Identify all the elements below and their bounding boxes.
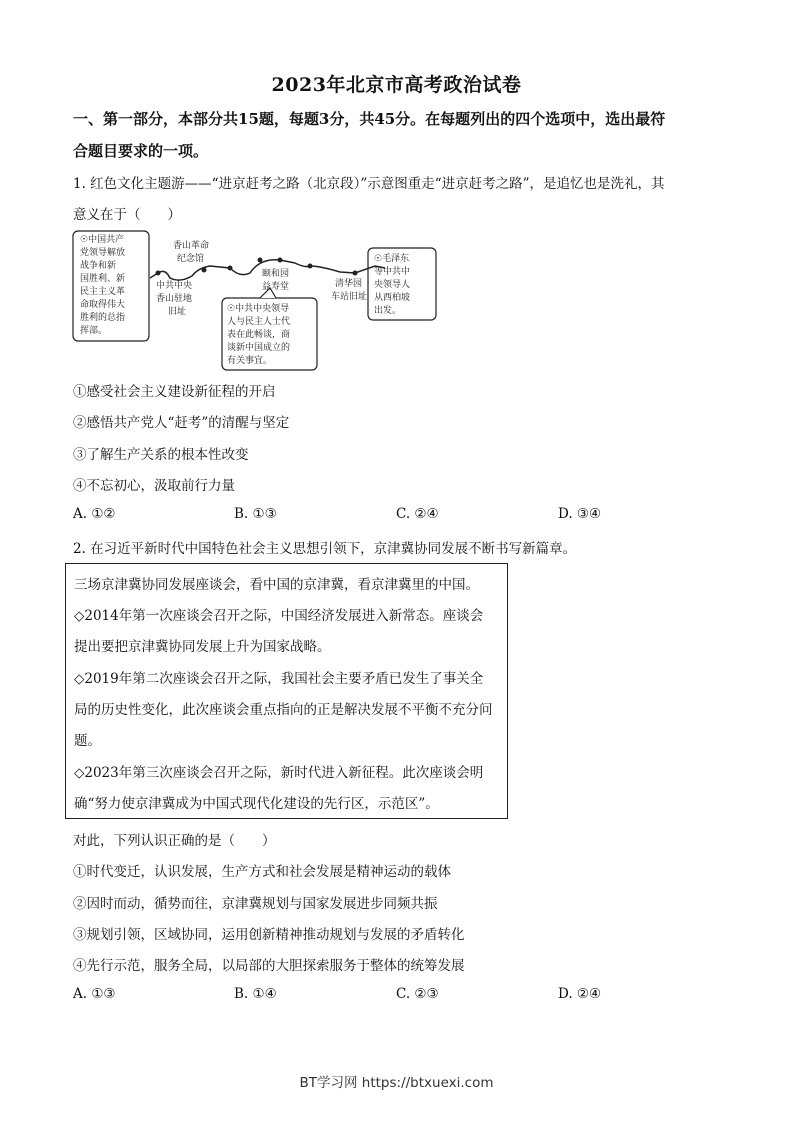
q2-material-line: 确“努力使京津冀成为中国式现代化建设的先行区，示范区”。 bbox=[74, 796, 439, 812]
map-text: 从西柏坡 bbox=[374, 293, 411, 303]
station-xiangshan-memorial bbox=[173, 239, 209, 264]
section-heading-line2: 合题目要求的一项。 bbox=[73, 142, 209, 160]
q2-stem: 2. 在习近平新时代中国特色社会主义思想引领下，京津冀协同发展不断书写新篇章。 bbox=[73, 541, 577, 557]
map-text: ☉中共中央领导 bbox=[227, 304, 290, 314]
map-text: 等中共中 bbox=[374, 267, 411, 277]
q1-option-a: A. ①② bbox=[73, 506, 116, 522]
map-text: 党领导解放 bbox=[80, 248, 126, 258]
q2-option-d: D. ②④ bbox=[558, 986, 602, 1002]
map-box-right-text bbox=[374, 252, 410, 316]
map-text: 香山革命 bbox=[173, 241, 210, 251]
q1-option-d: D. ③④ bbox=[558, 506, 602, 522]
route-dot bbox=[202, 268, 207, 273]
q2-item-4: ④先行示范，服务全局，以局部的大胆探索服务于整体的统筹发展 bbox=[73, 958, 465, 974]
q1-stem-line1: 1. 红色文化主题游——“进京赶考之路（北京段）”示意图重走“进京赶考之路”，是追忆也是洗礼，其 bbox=[73, 176, 665, 192]
station-xiangshan-site bbox=[156, 279, 192, 317]
map-text: 表在此畅谈，商 bbox=[227, 330, 291, 340]
route-dot bbox=[308, 264, 313, 269]
q1-option-b: B. ①③ bbox=[234, 506, 277, 522]
station-qinghuayuan bbox=[331, 277, 367, 302]
q2-option-b: B. ①④ bbox=[234, 986, 277, 1002]
q2-material-line: 题。 bbox=[74, 733, 101, 749]
route-map-figure bbox=[70, 228, 440, 373]
route-dot bbox=[156, 271, 161, 276]
q2-material-line: ◇2019年第二次座谈会召开之际，我国社会主要矛盾已发生了事关全 bbox=[74, 671, 484, 687]
map-text: 挥部。 bbox=[80, 326, 108, 336]
q1-item-3: ③了解生产关系的根本性改变 bbox=[73, 447, 249, 463]
map-text: 谈新中国成立的 bbox=[227, 343, 291, 353]
map-text: 人与民主人士代 bbox=[227, 317, 291, 327]
q2-material-line: 局的历史性变化，此次座谈会重点指向的正是解决发展不平衡不充分问 bbox=[74, 702, 493, 718]
q2-item-3: ③规划引领，区域协同，运用创新精神推动规划与发展的矛盾转化 bbox=[73, 927, 465, 943]
map-text: 央领导人 bbox=[374, 280, 411, 290]
q2-question: 对此，下列认识正确的是（ ） bbox=[73, 833, 276, 849]
map-box-middle-text bbox=[227, 302, 290, 366]
q2-material-line: ◇2023年第三次座谈会召开之际，新时代进入新征程。此次座谈会明 bbox=[74, 765, 484, 781]
map-text: 战争和新 bbox=[80, 261, 117, 271]
route-dot bbox=[278, 258, 283, 263]
map-text: 香山驻地 bbox=[156, 294, 193, 304]
q2-item-2: ②因时而动，循势而往，京津冀规划与国家发展进步同频共振 bbox=[73, 896, 438, 912]
map-text: 旧址 bbox=[168, 307, 187, 317]
q1-stem-line2: 意义在于（ ） bbox=[73, 207, 181, 223]
map-text: ☉中国共产 bbox=[80, 235, 125, 245]
q1-item-4: ④不忘初心，汲取前行力量 bbox=[73, 478, 235, 494]
route-dot bbox=[353, 271, 358, 276]
map-text: 颐和园 bbox=[262, 269, 290, 279]
q2-material-line: ◇2014年第一次座谈会召开之际，中国经济发展进入新常态。座谈会 bbox=[74, 608, 484, 624]
q1-item-2: ②感悟共产党人“赶考”的清醒与坚定 bbox=[73, 415, 290, 431]
map-text: ☉毛泽东 bbox=[374, 254, 410, 264]
footer-watermark[interactable]: BT学习网 https://btxuexi.com bbox=[299, 1075, 494, 1091]
map-text: 纪念馆 bbox=[177, 254, 205, 264]
map-text: 国胜利、新 bbox=[80, 274, 126, 284]
route-dot bbox=[228, 266, 233, 271]
map-text: 有关事宜。 bbox=[227, 356, 273, 366]
q1-option-c: C. ②④ bbox=[396, 506, 439, 522]
q1-item-1: ①感受社会主义建设新征程的开启 bbox=[73, 384, 276, 400]
q2-item-1: ①时代变迁，认识发展，生产方式和社会发展是精神运动的载体 bbox=[73, 864, 451, 880]
route-dot bbox=[258, 258, 263, 263]
map-text: 车站旧址 bbox=[331, 292, 368, 302]
q2-option-a: A. ①③ bbox=[73, 986, 116, 1002]
q2-material-box bbox=[65, 563, 508, 819]
map-text: 清华园 bbox=[335, 279, 363, 289]
map-text: 胜利的总指 bbox=[80, 313, 126, 323]
map-box-left-text bbox=[80, 233, 125, 336]
section-heading-line1: 一、第一部分，本部分共15题，每题3分，共45分。在每题列出的四个选项中，选出最符 bbox=[73, 110, 666, 128]
q2-material-line: 三场京津冀协同发展座谈会，看中国的京津冀，看京津冀里的中国。 bbox=[74, 577, 479, 593]
q2-option-c: C. ②③ bbox=[396, 986, 439, 1002]
map-text: 命取得伟大 bbox=[80, 300, 126, 310]
map-text: 益寿堂 bbox=[262, 282, 290, 292]
q2-material-line: 提出要把京津冀协同发展上升为国家战略。 bbox=[74, 639, 331, 655]
map-text: 出发。 bbox=[374, 306, 402, 316]
map-text: 民主主义革 bbox=[80, 287, 126, 297]
map-text: 中共中央 bbox=[156, 281, 193, 291]
page-title: 2023年北京市高考政治试卷 bbox=[271, 74, 522, 96]
station-yiheyuan bbox=[262, 268, 289, 292]
